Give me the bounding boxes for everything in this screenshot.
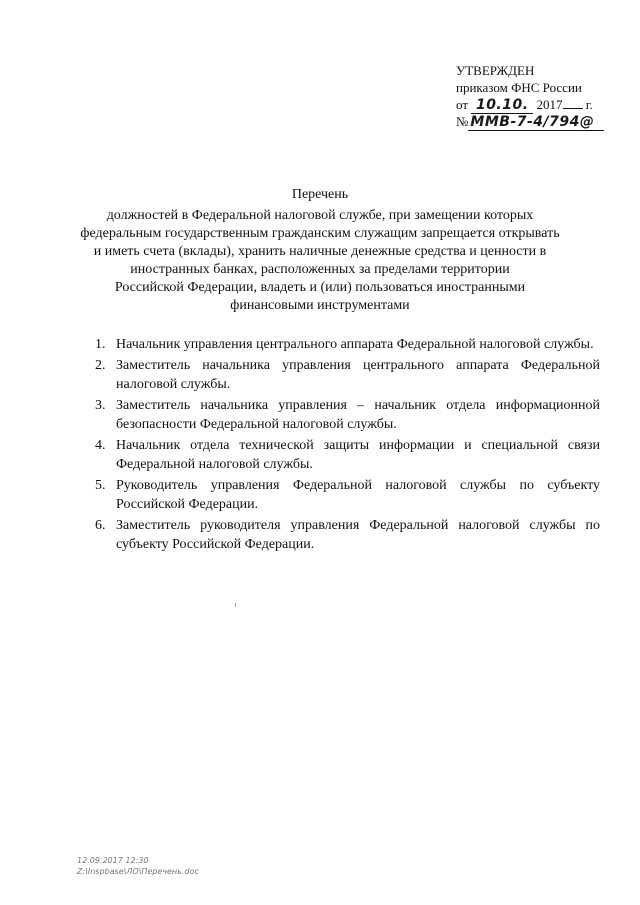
positions-list	[95, 335, 600, 556]
approval-block	[456, 62, 626, 130]
item-text: Заместитель начальника управления центрального аппарата Федеральной налоговой службы.	[116, 357, 600, 392]
list-item	[95, 396, 600, 435]
list-item	[95, 516, 600, 555]
item-number: 6.	[95, 517, 106, 533]
document-title	[70, 186, 570, 315]
item-number: 2.	[95, 357, 106, 373]
item-text: Заместитель начальника управления – начальник отдела информационной безопасности Федеральной налоговой службы.	[116, 397, 600, 432]
item-text: Заместитель руководителя управления Федеральной налоговой службы по субъекту Российской Федерации.	[116, 517, 600, 552]
title-line: должностей в Федеральной налоговой службе, при замещении которых	[106, 208, 534, 223]
approval-order: приказом ФНС России	[456, 80, 582, 95]
item-text: Начальник отдела технической защиты информации и специальной связи Федеральной налоговой службы.	[116, 437, 600, 472]
list-item	[95, 436, 600, 475]
file-stamp-date: 12.09.2017 12:30	[77, 856, 149, 865]
item-number: 3.	[95, 397, 106, 413]
item-text: Начальник управления центрального аппарата Федеральной налоговой службы.	[116, 337, 594, 352]
approval-date-line	[456, 96, 626, 113]
file-stamp-path: Z:\Inspbase\ЛО\Перечень.doc	[77, 867, 199, 876]
handwritten-number: ММВ-7-4/794@	[468, 115, 604, 131]
title-line: и иметь счета (вклады), хранить наличные денежные средства и ценности в	[93, 244, 547, 259]
year-suffix: г.	[585, 97, 593, 112]
title-heading: Перечень	[291, 187, 349, 202]
item-number: 4.	[95, 437, 106, 453]
item-number: 1.	[95, 337, 106, 352]
number-prefix: №	[456, 114, 469, 129]
list-item	[95, 356, 600, 395]
approval-number-line	[456, 113, 626, 130]
date-prefix: от	[456, 97, 469, 112]
title-line: Российской Федерации, владеть и (или) пользоваться иностранными	[114, 280, 526, 295]
item-text: Руководитель управления Федеральной налоговой службы по субъекту Российской Федерации.	[116, 477, 600, 512]
approval-heading: УТВЕРЖДЕН	[456, 63, 535, 78]
title-line: финансовыми инструментами	[230, 298, 410, 313]
title-line: федеральным государственным гражданским служащим запрещается открывать	[80, 226, 560, 241]
handwritten-date: 10.10.	[471, 98, 533, 114]
year-blank	[563, 108, 583, 109]
list-item	[95, 335, 600, 355]
title-line: иностранных банках, расположенных за пределами территории	[130, 262, 510, 277]
item-number: 5.	[95, 477, 106, 493]
list-item	[95, 476, 600, 515]
file-stamp	[77, 855, 199, 877]
approval-year: 2017	[536, 97, 563, 112]
scan-speck	[235, 603, 236, 607]
